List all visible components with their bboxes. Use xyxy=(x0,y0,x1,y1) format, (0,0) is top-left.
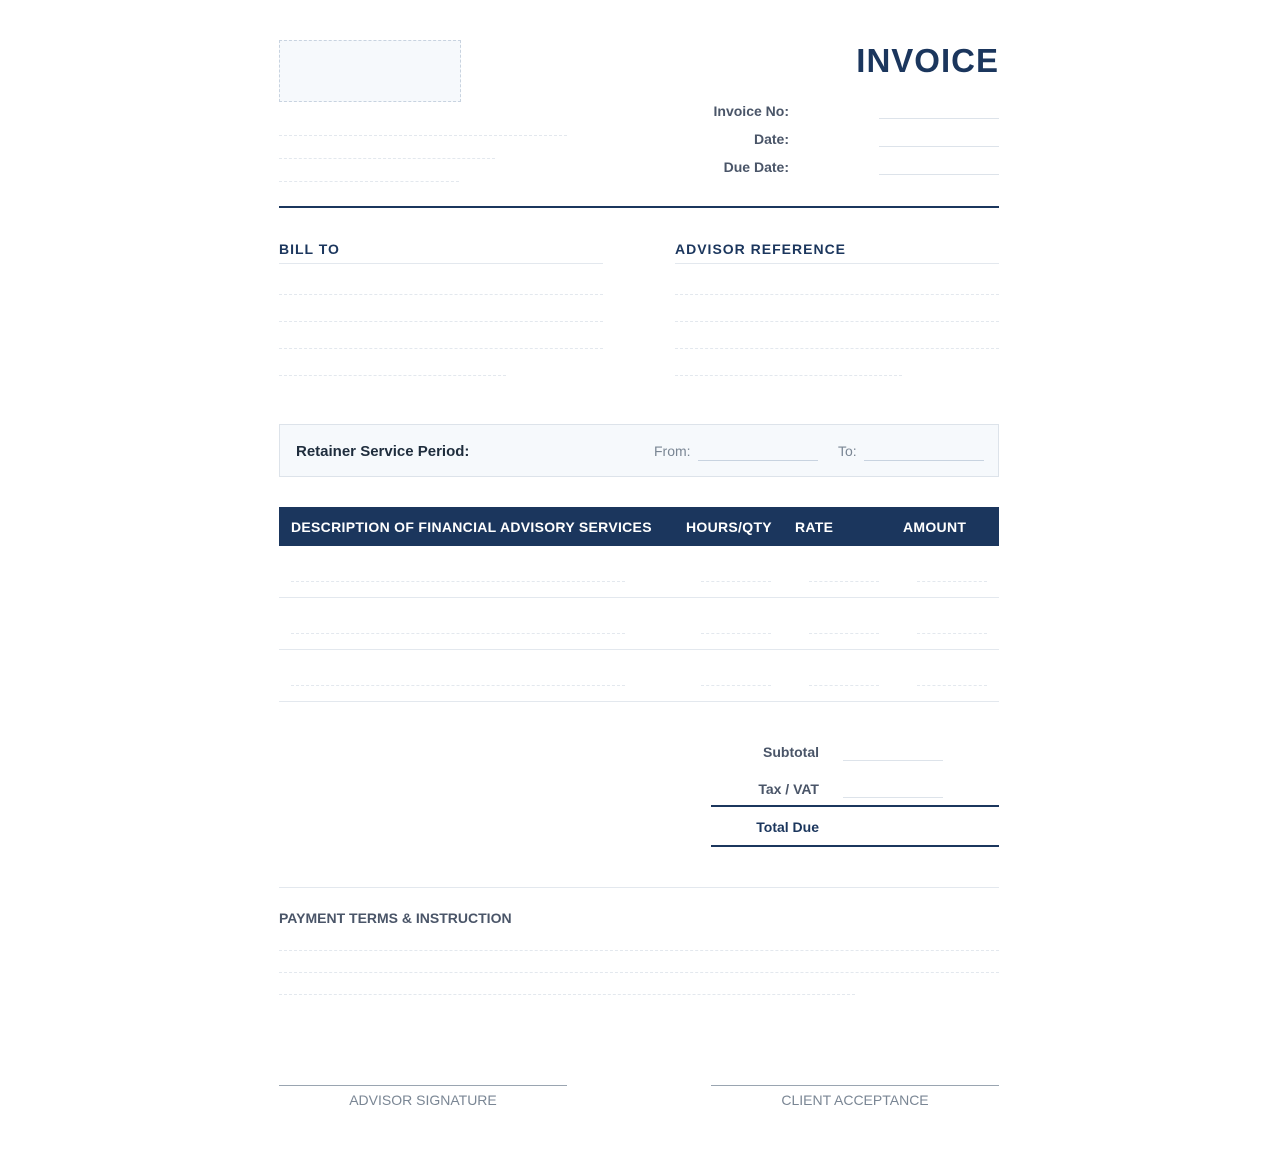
retainer-period-box xyxy=(279,424,999,477)
advisor-reference-line[interactable] xyxy=(675,294,999,295)
subtotal-label: Subtotal xyxy=(763,744,819,760)
row-2-rate-field[interactable] xyxy=(809,633,879,634)
period-from-field[interactable] xyxy=(698,460,818,461)
company-address-line[interactable] xyxy=(279,158,495,159)
row-3-hours-field[interactable] xyxy=(701,685,771,686)
company-address-line[interactable] xyxy=(279,135,567,136)
advisor-reference-line[interactable] xyxy=(675,348,999,349)
date-label: Date: xyxy=(753,131,789,147)
retainer-period-label: Retainer Service Period: xyxy=(296,443,470,460)
row-2-description-field[interactable] xyxy=(291,633,625,634)
invoice-no-field[interactable] xyxy=(879,118,999,119)
period-from-label: From: xyxy=(654,443,691,459)
advisor-reference-line[interactable] xyxy=(675,321,999,322)
company-address-line[interactable] xyxy=(279,181,459,182)
invoice-page xyxy=(279,0,999,1149)
column-header-amount: AMOUNT xyxy=(903,519,967,535)
table-row-separator xyxy=(279,649,999,650)
row-3-amount-field[interactable] xyxy=(917,685,987,686)
bill-to-underline xyxy=(279,263,603,264)
total-top-rule xyxy=(711,805,999,807)
row-2-hours-field[interactable] xyxy=(701,633,771,634)
advisor-reference-underline xyxy=(675,263,999,264)
header-divider xyxy=(279,206,999,208)
invoice-no-label: Invoice No: xyxy=(713,103,789,119)
period-to-label: To: xyxy=(838,443,857,459)
table-row-separator xyxy=(279,701,999,702)
row-2-amount-field[interactable] xyxy=(917,633,987,634)
column-header-description: DESCRIPTION OF FINANCIAL ADVISORY SERVICES xyxy=(291,519,652,535)
bill-to-line[interactable] xyxy=(279,375,506,376)
advisor-signature-label: ADVISOR SIGNATURE xyxy=(349,1092,497,1108)
total-due-label: Total Due xyxy=(756,819,819,835)
table-row-separator xyxy=(279,597,999,598)
row-1-rate-field[interactable] xyxy=(809,581,879,582)
total-bottom-rule xyxy=(711,845,999,847)
column-header-hours: HOURS/QTY xyxy=(686,519,772,535)
row-1-amount-field[interactable] xyxy=(917,581,987,582)
bill-to-line[interactable] xyxy=(279,294,603,295)
advisor-signature-line[interactable] xyxy=(279,1085,567,1086)
column-header-rate: RATE xyxy=(795,519,834,535)
bill-to-title: BILL TO xyxy=(279,241,340,257)
services-table-header xyxy=(279,507,999,546)
due-date-label: Due Date: xyxy=(723,159,789,175)
payment-terms-line[interactable] xyxy=(279,994,855,995)
bill-to-line[interactable] xyxy=(279,321,603,322)
row-3-description-field[interactable] xyxy=(291,685,625,686)
row-1-description-field[interactable] xyxy=(291,581,625,582)
subtotal-field[interactable] xyxy=(843,760,943,761)
logo-placeholder[interactable] xyxy=(279,40,461,102)
client-acceptance-label: CLIENT ACCEPTANCE xyxy=(781,1092,929,1108)
advisor-reference-line[interactable] xyxy=(675,375,902,376)
due-date-field[interactable] xyxy=(879,174,999,175)
payment-terms-line[interactable] xyxy=(279,972,999,973)
tax-label: Tax / VAT xyxy=(758,781,819,797)
row-3-rate-field[interactable] xyxy=(809,685,879,686)
payment-terms-title: PAYMENT TERMS & INSTRUCTION xyxy=(279,910,512,926)
client-acceptance-line[interactable] xyxy=(711,1085,999,1086)
date-field[interactable] xyxy=(879,146,999,147)
payment-divider xyxy=(279,887,999,888)
tax-field[interactable] xyxy=(843,797,943,798)
row-1-hours-field[interactable] xyxy=(701,581,771,582)
invoice-title: INVOICE xyxy=(856,42,999,79)
advisor-reference-title: ADVISOR REFERENCE xyxy=(675,241,847,257)
bill-to-line[interactable] xyxy=(279,348,603,349)
payment-terms-line[interactable] xyxy=(279,950,999,951)
period-to-field[interactable] xyxy=(864,460,984,461)
